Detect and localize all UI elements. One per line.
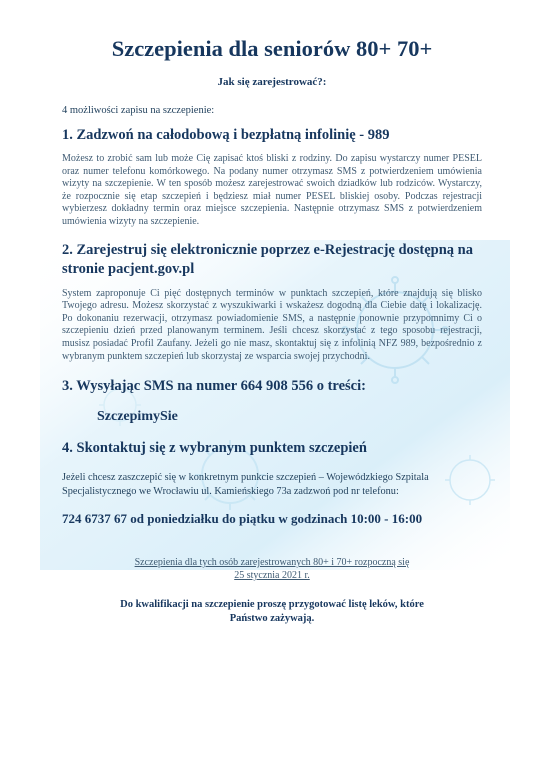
notice-line: 25 stycznia 2021 r. <box>234 569 310 581</box>
section-1-heading: 1. Zadzwoń na całodobową i bezpłatną infolinię - 989 <box>62 127 390 143</box>
section-1-body: Możesz to zrobić sam lub może Cię zapisać ktoś bliski z rodziny. Do zapisu wystarczy numer PESEL oraz numer telefonu komórkowego. Na podany numer otrzymasz SMS z potwierdzeniem umówienia wizyty na szczepienie. W ten sposób możesz zarejestrować swoich dziadków lub rodziców. Wystarczy, że rozpocznie się etap szczepień i będziesz miał numer PESEL bliskiej osoby. Podczas rejestracji wybierzesz dokładny termin oraz miejsce szczepienia. Następnie otrzymasz SMS z potwierdzeniem umówienia wizyty na szczepienie. <box>62 153 482 227</box>
section-2-heading: 2. Zarejestruj się elektronicznie poprzez e-Rejestrację dostępną na stronie pacjent.gov.pl <box>62 241 473 277</box>
document-content <box>62 30 482 625</box>
document-subtitle: Jak się zarejestrować?: <box>217 76 327 88</box>
section-4-body: Jeżeli chcesz zaszczepić się w konkretnym punkcie szczepień – Wojewódzkiego Szpitala Specjalistycznego we Wrocławiu ul. Kamieńskiego 73a zadzwoń pod nr telefonu: <box>62 472 429 497</box>
start-date-notice <box>62 557 482 582</box>
notice-line: Szczepienia dla tych osób zarejestrowanych 80+ i 70+ rozpoczną się <box>134 557 410 569</box>
intro-text: 4 możliwości zapisu na szczepienie: <box>62 105 215 116</box>
medication-note <box>62 598 482 625</box>
phone-hours-text: 724 6737 67 od poniedziałku do piątku w godzinach 10:00 - 16:00 <box>62 511 423 527</box>
section-4-heading: 4. Skontaktuj się z wybranym punktem szczepień <box>62 440 367 457</box>
document-title: Szczepienia dla seniorów 80+ 70+ <box>111 36 433 61</box>
sms-code-text: SzczepimySie <box>97 409 178 425</box>
medication-note-line: Państwo zażywają. <box>229 612 315 624</box>
section-2-body: System zaproponuje Ci pięć dostępnych terminów w punktach szczepień, które znajdują się blisko Twojego adresu. Możesz skorzystać z wyszukiwarki i wskażesz dogodną dla Ciebie datę i lokalizację. Po dokonaniu rezerwacji, otrzymasz powiadomienie SMS, a następnie ponownie przypomnimy Ci o szczepieniu dzień przed planowanym terminem. Jeśli chcesz skorzystać z tego sposobu rejestracji, musisz posiadać Profil Zaufany. Jeżeli go nie masz, skontaktuj się z infolinią NFZ 989, bezpośrednio z wybranym punktem szczepień lub skorzystaj ze wsparcia swojej przychodni. <box>62 287 482 362</box>
section-3-heading: 3. Wysyłając SMS na numer 664 908 556 o treści: <box>62 378 366 395</box>
medication-note-line: Do kwalifikacji na szczepienie proszę przygotować listę leków, które <box>120 599 424 611</box>
